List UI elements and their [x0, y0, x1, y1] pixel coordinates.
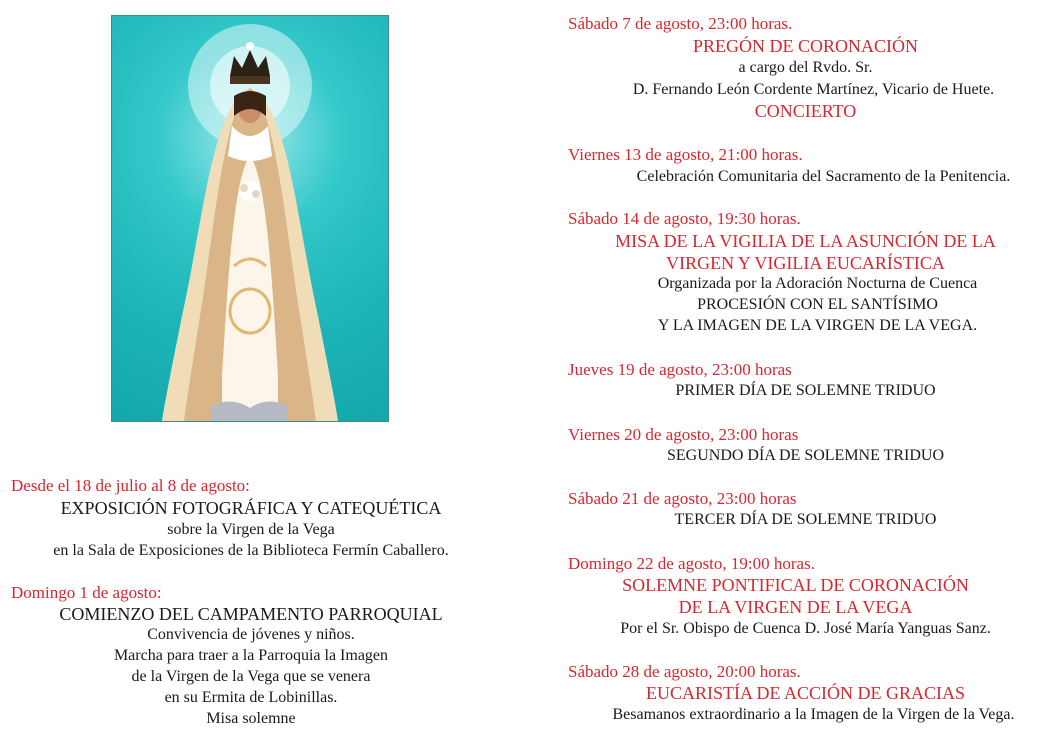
event-line: en su Ermita de Lobinillas.: [164, 689, 338, 706]
event-line: Besamanos extraordinario a la Imagen de la Virgen de la Vega.: [612, 706, 1015, 723]
event-line: PROCESIÓN CON EL SANTÍSIMO: [697, 296, 938, 313]
event-date-campamento: Domingo 1 de agosto:: [11, 583, 162, 602]
event-line: Por el Sr. Obispo de Cuenca D. José María Yanguas Sanz.: [620, 620, 991, 637]
event-line: Organizada por la Adoración Nocturna de Cuenca: [657, 275, 978, 292]
event-title-pontifical-2: DE LA VIRGEN DE LA VEGA: [678, 597, 913, 617]
event-date-triduo-1: Jueves 19 de agosto, 23:00 horas: [568, 360, 792, 379]
event-line: sobre la Virgen de la Vega: [167, 521, 335, 538]
virgin-mary-statue-illustration: [112, 16, 388, 421]
event-date-pregon: Sábado 7 de agosto, 23:00 horas.: [568, 14, 793, 33]
event-date-triduo-3: Sábado 21 de agosto, 23:00 horas: [568, 489, 797, 508]
event-title-eucaristia: EUCARISTÍA DE ACCIÓN DE GRACIAS: [645, 683, 966, 703]
event-line: de la Virgen de la Vega que se venera: [131, 668, 371, 685]
event-title-vigilia: MISA DE LA VIGILIA DE LA ASUNCIÓN DE LA: [615, 231, 996, 251]
event-date-pontifical: Domingo 22 de agosto, 19:00 horas.: [568, 554, 815, 573]
event-date-exposicion: Desde el 18 de julio al 8 de agosto:: [11, 476, 250, 495]
event-line: Celebración Comunitaria del Sacramento de la Penitencia.: [636, 168, 1011, 185]
event-date-penitencia: Viernes 13 de agosto, 21:00 horas.: [568, 145, 803, 164]
event-line: Y LA IMAGEN DE LA VIRGEN DE LA VEGA.: [657, 317, 978, 334]
event-line: PRIMER DÍA DE SOLEMNE TRIDUO: [675, 382, 936, 399]
event-date-eucaristia: Sábado 28 de agosto, 20:00 horas.: [568, 662, 801, 681]
event-line: SEGUNDO DÍA DE SOLEMNE TRIDUO: [666, 447, 945, 464]
virgin-statue-photo: [111, 15, 389, 422]
event-line: TERCER DÍA DE SOLEMNE TRIDUO: [674, 511, 937, 528]
event-title-campamento: COMIENZO DEL CAMPAMENTO PARROQUIAL: [59, 604, 443, 624]
event-title-pregon: PREGÓN DE CORONACIÓN: [692, 36, 918, 56]
event-line: Convivencia de jóvenes y niños.: [147, 626, 355, 643]
event-date-vigilia: Sábado 14 de agosto, 19:30 horas.: [568, 209, 801, 228]
event-title-vigilia-2: VIRGEN Y VIGILIA EUCARÍSTICA: [666, 253, 945, 273]
event-line: a cargo del Rvdo. Sr.: [738, 59, 873, 76]
event-line: Misa solemne: [206, 710, 296, 727]
event-title-pontifical: SOLEMNE PONTIFICAL DE CORONACIÓN: [622, 575, 969, 595]
event-date-triduo-2: Viernes 20 de agosto, 23:00 horas: [568, 425, 799, 444]
event-line: Marcha para traer a la Parroquia la Imagen: [113, 647, 389, 664]
event-line: D. Fernando León Cordente Martínez, Vicario de Huete.: [632, 81, 995, 98]
event-line: en la Sala de Exposiciones de la Biblioteca Fermín Caballero.: [53, 542, 449, 559]
event-title-exposicion: EXPOSICIÓN FOTOGRÁFICA Y CATEQUÉTICA: [60, 498, 442, 518]
event-title-concierto: CONCIERTO: [754, 101, 857, 121]
